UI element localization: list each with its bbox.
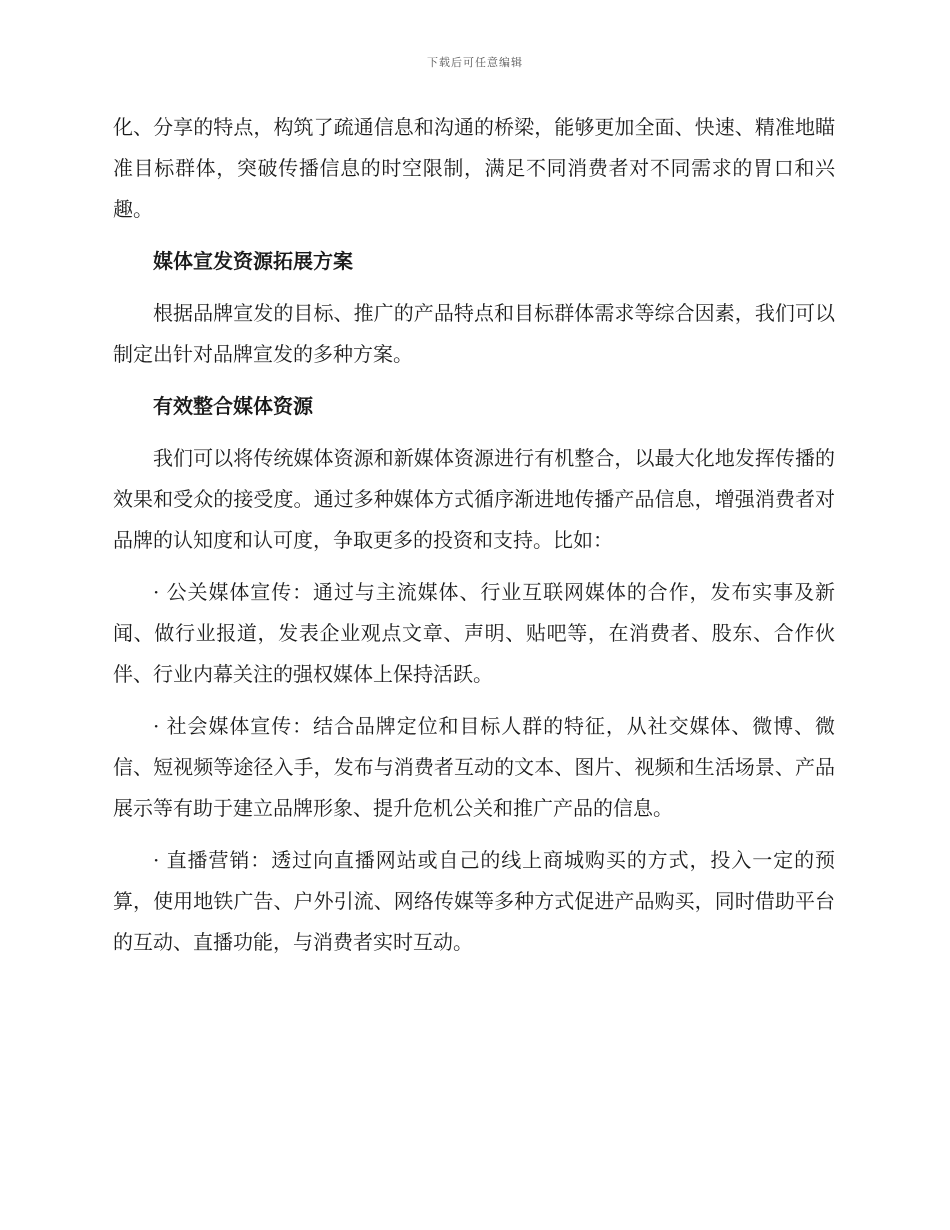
integrate-resources-paragraph: 我们可以将传统媒体资源和新媒体资源进行有机整合，以最大化地发挥传播的效果和受众的接受度。通过多种媒体方式循序渐进地传播产品信息，增强消费者对品牌的认知度和认可度，争取更多的投资和支持。比如： <box>113 446 835 552</box>
page-header: 下载后可任意编辑 <box>427 56 523 69</box>
media-expansion-paragraph: 根据品牌宣发的目标、推广的产品特点和目标群体需求等综合因素，我们可以制定出针对品牌宣发的多种方案。 <box>113 301 835 366</box>
section-heading-integrate-resources: 有效整合媒体资源 <box>153 394 313 418</box>
bullet-pr-media: · 公关媒体宣传：通过与主流媒体、行业互联网媒体的合作，发布实事及新闻、做行业报道，发表企业观点文章、声明、贴吧等，在消费者、股东、合作伙伴、行业内幕关注的强权媒体上保持活跃。 <box>113 580 835 686</box>
section-heading-media-expansion: 媒体宣发资源拓展方案 <box>153 249 353 273</box>
document-body <box>113 107 835 974</box>
bullet-social-media: · 社会媒体宣传：结合品牌定位和目标人群的特征，从社交媒体、微博、微信、短视频等途径入手，发布与消费者互动的文本、图片、视频和生活场景、产品展示等有助于建立品牌形象、提升危机公关和推广产品的信息。 <box>113 714 835 820</box>
intro-continuation-paragraph: 化、分享的特点，构筑了疏通信息和沟通的桥梁，能够更加全面、快速、精准地瞄准目标群体，突破传播信息的时空限制，满足不同消费者对不同需求的胃口和兴趣。 <box>113 115 835 221</box>
bullet-live-marketing: · 直播营销：透过向直播网站或自己的线上商城购买的方式，投入一定的预算，使用地铁广告、户外引流、网络传媒等多种方式促进产品购买，同时借助平台的互动、直播功能，与消费者实时互动。 <box>113 848 835 954</box>
